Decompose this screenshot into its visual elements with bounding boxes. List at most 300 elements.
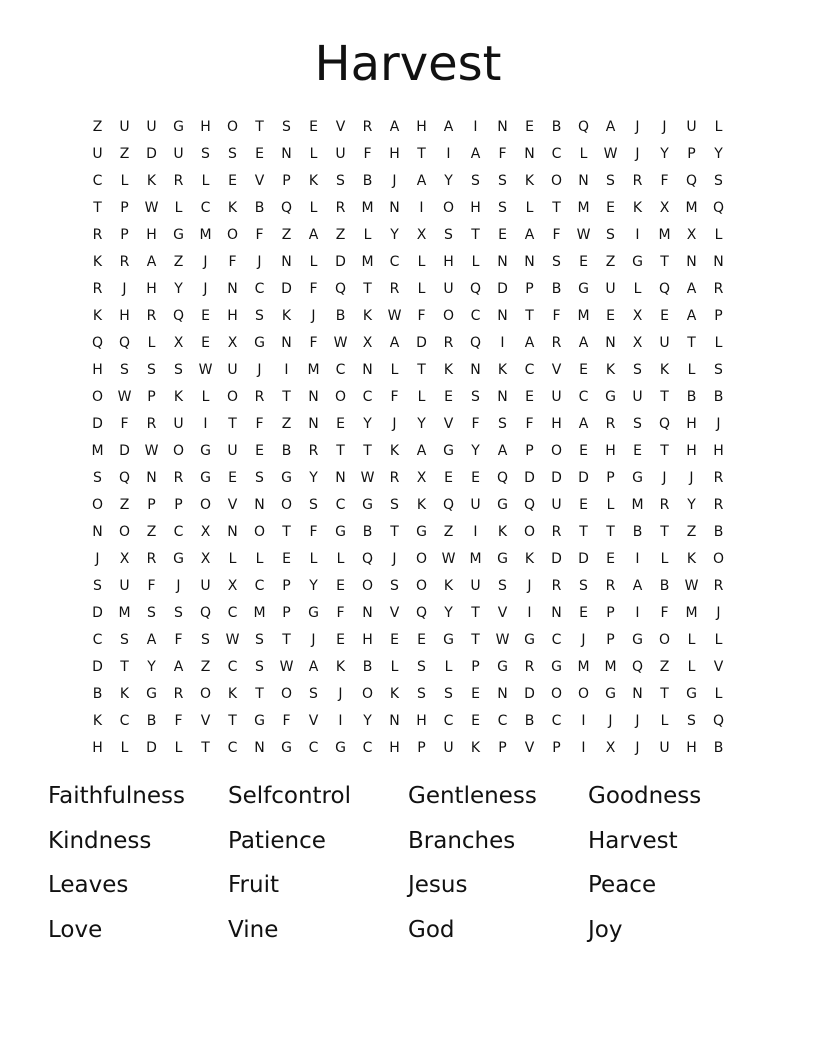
grid-letter: W: [144, 199, 159, 216]
grid-letter: R: [92, 226, 103, 243]
grid-letter: I: [446, 145, 451, 162]
grid-letter: E: [255, 145, 264, 162]
word-faithfulness: Faithfulness: [48, 783, 185, 809]
grid-letter: S: [120, 361, 129, 378]
grid-letter: U: [173, 145, 184, 162]
grid-letter: O: [442, 199, 455, 216]
grid-letter: U: [632, 388, 643, 405]
grid-letter: L: [444, 658, 453, 675]
grid-letter: C: [497, 712, 508, 729]
grid-letter: F: [660, 604, 669, 621]
word-gentleness: Gentleness: [408, 783, 537, 809]
grid-letter: T: [471, 631, 480, 648]
grid-letter: V: [308, 712, 319, 729]
grid-letter: J: [392, 172, 397, 189]
grid-letter: H: [92, 361, 103, 378]
grid-letter: Y: [147, 658, 156, 675]
grid-letter: F: [660, 172, 669, 189]
grid-letter: S: [93, 577, 102, 594]
grid-letter: L: [174, 739, 183, 756]
grid-letter: L: [471, 253, 480, 270]
grid-letter: A: [416, 442, 427, 459]
grid-letter: C: [227, 658, 238, 675]
grid-letter: P: [282, 604, 291, 621]
grid-letter: C: [443, 712, 454, 729]
grid-letter: E: [579, 604, 588, 621]
grid-letter: W: [684, 577, 699, 594]
grid-letter: Z: [605, 253, 616, 270]
grid-letter: A: [632, 577, 643, 594]
grid-letter: R: [713, 280, 724, 297]
grid-letter: G: [308, 604, 319, 621]
grid-letter: P: [282, 577, 291, 594]
grid-letter: D: [335, 253, 346, 270]
grid-letter: R: [173, 685, 184, 702]
grid-letter: E: [633, 442, 642, 459]
grid-letter: O: [226, 388, 239, 405]
grid-letter: X: [632, 334, 643, 351]
grid-letter: L: [120, 739, 129, 756]
grid-letter: G: [200, 442, 211, 459]
grid-letter: B: [362, 658, 373, 675]
grid-letter: R: [443, 334, 454, 351]
grid-letter: Q: [469, 280, 482, 297]
grid-letter: N: [254, 739, 265, 756]
grid-letter: H: [146, 226, 157, 243]
grid-letter: J: [608, 712, 613, 729]
grid-letter: Y: [363, 415, 372, 432]
grid-letter: E: [417, 631, 426, 648]
grid-letter: J: [122, 280, 127, 297]
grid-letter: U: [443, 280, 454, 297]
grid-letter: H: [551, 415, 562, 432]
grid-letter: L: [633, 280, 642, 297]
grid-letter: L: [147, 334, 156, 351]
grid-letter: S: [633, 415, 642, 432]
grid-letter: M: [577, 199, 590, 216]
grid-letter: J: [392, 415, 397, 432]
grid-letter: Q: [658, 280, 671, 297]
grid-letter: G: [281, 469, 292, 486]
grid-letter: C: [362, 388, 373, 405]
grid-letter: E: [201, 307, 210, 324]
grid-letter: L: [390, 361, 399, 378]
grid-letter: T: [579, 523, 588, 540]
grid-letter: N: [335, 469, 346, 486]
grid-letter: Q: [469, 334, 482, 351]
grid-letter: T: [660, 388, 669, 405]
grid-letter: O: [280, 496, 293, 513]
word-joy: Joy: [588, 916, 623, 943]
grid-letter: X: [200, 550, 211, 567]
grid-letter: R: [551, 523, 562, 540]
grid-letter: P: [147, 388, 156, 405]
grid-letter: L: [606, 496, 615, 513]
grid-letter: P: [471, 658, 480, 675]
grid-letter: S: [201, 631, 210, 648]
grid-letter: S: [120, 631, 129, 648]
grid-letter: L: [525, 199, 534, 216]
grid-letter: R: [173, 469, 184, 486]
grid-letter: J: [203, 253, 208, 270]
grid-letter: A: [308, 658, 319, 675]
word-selfcontrol: Selfcontrol: [228, 783, 351, 809]
word-kindness: Kindness: [48, 827, 152, 854]
grid-letter: C: [227, 604, 238, 621]
grid-letter: Q: [91, 334, 104, 351]
grid-letter: Q: [712, 199, 725, 216]
grid-letter: Z: [281, 226, 292, 243]
grid-letter: Q: [361, 550, 374, 567]
grid-letter: K: [92, 712, 103, 729]
grid-letter: E: [579, 496, 588, 513]
grid-letter: F: [174, 631, 183, 648]
grid-letter: K: [686, 550, 697, 567]
grid-letter: I: [338, 712, 343, 729]
grid-letter: Q: [442, 496, 455, 513]
grid-letter: J: [527, 577, 532, 594]
grid-letter: G: [173, 226, 184, 243]
grid-letter: G: [362, 496, 373, 513]
grid-letter: J: [635, 712, 640, 729]
grid-letter: R: [605, 577, 616, 594]
grid-letter: T: [471, 226, 480, 243]
grid-letter: Y: [174, 280, 183, 297]
grid-letter: R: [551, 334, 562, 351]
grid-letter: R: [173, 172, 184, 189]
grid-letter: F: [255, 415, 264, 432]
grid-letter: G: [551, 658, 562, 675]
grid-letter: P: [552, 739, 561, 756]
grid-letter: K: [119, 685, 130, 702]
grid-letter: T: [282, 388, 291, 405]
grid-letter: R: [335, 199, 346, 216]
grid-letter: L: [579, 145, 588, 162]
grid-letter: T: [363, 442, 372, 459]
grid-letter: F: [336, 604, 345, 621]
grid-letter: O: [91, 388, 104, 405]
grid-letter: Z: [686, 523, 697, 540]
grid-letter: E: [282, 550, 291, 567]
grid-letter: K: [92, 253, 103, 270]
grid-letter: T: [363, 280, 372, 297]
grid-letter: N: [470, 361, 481, 378]
grid-letter: L: [660, 712, 669, 729]
grid-letter: G: [173, 550, 184, 567]
grid-letter: L: [120, 172, 129, 189]
grid-letter: N: [578, 172, 589, 189]
grid-letter: K: [362, 307, 373, 324]
grid-letter: T: [228, 415, 237, 432]
grid-letter: G: [146, 685, 157, 702]
grid-letter: U: [119, 118, 130, 135]
grid-letter: K: [335, 658, 346, 675]
grid-letter: O: [226, 226, 239, 243]
grid-letter: T: [93, 199, 102, 216]
grid-letter: N: [281, 145, 292, 162]
grid-letter: J: [689, 469, 694, 486]
grid-letter: D: [524, 469, 535, 486]
grid-letter: K: [497, 523, 508, 540]
grid-letter: M: [361, 253, 374, 270]
grid-letter: V: [389, 604, 400, 621]
grid-letter: H: [200, 118, 211, 135]
grid-letter: F: [363, 145, 372, 162]
grid-letter: S: [498, 199, 507, 216]
grid-letter: G: [173, 118, 184, 135]
grid-letter: E: [660, 307, 669, 324]
grid-letter: N: [497, 685, 508, 702]
grid-letter: W: [441, 550, 456, 567]
grid-letter: O: [658, 631, 671, 648]
grid-letter: Q: [658, 415, 671, 432]
grid-letter: Y: [660, 145, 669, 162]
grid-letter: T: [282, 631, 291, 648]
grid-letter: F: [525, 415, 534, 432]
grid-letter: E: [579, 253, 588, 270]
grid-letter: A: [173, 658, 184, 675]
grid-letter: H: [362, 631, 373, 648]
grid-letter: N: [227, 280, 238, 297]
grid-letter: C: [92, 631, 103, 648]
grid-letter: S: [444, 685, 453, 702]
grid-letter: B: [659, 577, 670, 594]
grid-letter: L: [201, 172, 210, 189]
grid-letter: U: [605, 280, 616, 297]
grid-letter: T: [201, 739, 210, 756]
grid-letter: K: [308, 172, 319, 189]
grid-letter: W: [279, 658, 294, 675]
puzzle-title: Harvest: [314, 36, 502, 92]
grid-letter: I: [284, 361, 289, 378]
word-peace: Peace: [588, 872, 657, 898]
grid-letter: S: [390, 577, 399, 594]
grid-letter: T: [660, 442, 669, 459]
grid-letter: P: [687, 145, 696, 162]
grid-letter: D: [551, 469, 562, 486]
grid-letter: U: [551, 496, 562, 513]
grid-letter: R: [524, 658, 535, 675]
grid-letter: N: [389, 199, 400, 216]
grid-letter: A: [686, 307, 697, 324]
grid-letter: S: [471, 172, 480, 189]
grid-letter: P: [417, 739, 426, 756]
grid-letter: S: [174, 604, 183, 621]
grid-letter: N: [686, 253, 697, 270]
grid-letter: C: [551, 631, 562, 648]
grid-letter: S: [147, 604, 156, 621]
grid-letter: C: [551, 712, 562, 729]
grid-letter: Q: [334, 280, 347, 297]
grid-letter: G: [200, 469, 211, 486]
grid-letter: I: [473, 118, 478, 135]
grid-letter: L: [687, 658, 696, 675]
grid-letter: M: [307, 361, 320, 378]
grid-letter: L: [201, 388, 210, 405]
grid-letter: N: [389, 712, 400, 729]
grid-letter: B: [362, 172, 373, 189]
grid-letter: O: [415, 550, 428, 567]
grid-letter: N: [497, 307, 508, 324]
grid-letter: G: [605, 388, 616, 405]
grid-letter: G: [416, 523, 427, 540]
grid-letter: U: [227, 442, 238, 459]
grid-letter: D: [416, 334, 427, 351]
word-patience: Patience: [228, 827, 326, 854]
grid-letter: U: [659, 334, 670, 351]
grid-letter: B: [713, 739, 724, 756]
grid-letter: T: [660, 523, 669, 540]
grid-letter: F: [228, 253, 237, 270]
grid-letter: J: [635, 118, 640, 135]
grid-letter: T: [255, 685, 264, 702]
grid-letter: A: [389, 118, 400, 135]
grid-letter: N: [281, 334, 292, 351]
grid-letter: R: [389, 469, 400, 486]
grid-letter: H: [713, 442, 724, 459]
grid-letter: A: [605, 118, 616, 135]
grid-letter: G: [335, 739, 346, 756]
grid-letter: E: [309, 118, 318, 135]
grid-letter: L: [390, 658, 399, 675]
grid-letter: N: [605, 334, 616, 351]
grid-letter: O: [334, 388, 347, 405]
grid-letter: W: [225, 631, 240, 648]
grid-letter: V: [200, 712, 211, 729]
grid-letter: S: [282, 118, 291, 135]
grid-letter: W: [387, 307, 402, 324]
word-love: Love: [48, 916, 103, 943]
grid-letter: B: [713, 388, 724, 405]
grid-letter: N: [497, 118, 508, 135]
grid-letter: L: [228, 550, 237, 567]
grid-letter: H: [389, 739, 400, 756]
grid-letter: J: [635, 739, 640, 756]
grid-letter: X: [659, 199, 670, 216]
grid-letter: K: [470, 739, 481, 756]
grid-letter: F: [498, 145, 507, 162]
grid-letter: R: [605, 415, 616, 432]
grid-letter: S: [93, 469, 102, 486]
grid-letter: O: [550, 172, 563, 189]
grid-letter: F: [120, 415, 129, 432]
grid-letter: K: [389, 685, 400, 702]
grid-letter: L: [255, 550, 264, 567]
grid-letter: L: [660, 550, 669, 567]
grid-letter: P: [147, 496, 156, 513]
grid-letter: R: [308, 442, 319, 459]
grid-letter: N: [146, 469, 157, 486]
grid-letter: S: [606, 226, 615, 243]
grid-letter: Q: [685, 172, 698, 189]
grid-letter: M: [253, 604, 266, 621]
grid-letter: A: [146, 253, 157, 270]
grid-letter: Z: [335, 226, 346, 243]
grid-letter: S: [174, 361, 183, 378]
grid-letter: F: [309, 334, 318, 351]
grid-letter: H: [92, 739, 103, 756]
grid-letter: J: [257, 253, 262, 270]
grid-letter: D: [146, 739, 157, 756]
grid-letter: W: [360, 469, 375, 486]
grid-letter: M: [577, 658, 590, 675]
grid-letter: L: [714, 631, 723, 648]
grid-letter: R: [146, 415, 157, 432]
grid-letter: S: [444, 226, 453, 243]
grid-letter: L: [687, 361, 696, 378]
grid-letter: X: [416, 226, 427, 243]
grid-letter: U: [551, 388, 562, 405]
grid-letter: C: [227, 739, 238, 756]
grid-letter: S: [336, 172, 345, 189]
grid-letter: A: [686, 280, 697, 297]
grid-letter: E: [255, 442, 264, 459]
grid-letter: F: [552, 307, 561, 324]
grid-letter: S: [228, 145, 237, 162]
grid-letter: E: [471, 469, 480, 486]
grid-letter: T: [120, 658, 129, 675]
grid-letter: Z: [173, 253, 184, 270]
word-goodness: Goodness: [588, 783, 702, 809]
grid-letter: X: [416, 469, 427, 486]
grid-letter: H: [686, 415, 697, 432]
grid-letter: Z: [92, 118, 103, 135]
grid-letter: H: [416, 118, 427, 135]
grid-letter: P: [606, 631, 615, 648]
grid-letter: H: [146, 280, 157, 297]
grid-letter: O: [226, 118, 239, 135]
grid-letter: E: [336, 631, 345, 648]
grid-letter: D: [119, 442, 130, 459]
grid-letter: E: [525, 118, 534, 135]
grid-letter: B: [524, 712, 535, 729]
grid-letter: O: [577, 685, 590, 702]
grid-letter: K: [227, 685, 238, 702]
grid-letter: B: [335, 307, 346, 324]
grid-letter: G: [497, 496, 508, 513]
grid-letter: A: [146, 631, 157, 648]
grid-letter: B: [551, 280, 562, 297]
grid-letter: C: [524, 361, 535, 378]
grid-letter: G: [632, 253, 643, 270]
grid-letter: T: [471, 604, 480, 621]
grid-letter: N: [227, 523, 238, 540]
grid-letter: L: [714, 118, 723, 135]
grid-letter: U: [686, 118, 697, 135]
grid-letter: N: [524, 253, 535, 270]
grid-letter: R: [119, 253, 130, 270]
grid-letter: X: [200, 523, 211, 540]
grid-letter: O: [118, 523, 131, 540]
grid-letter: G: [605, 685, 616, 702]
grid-letter: H: [605, 442, 616, 459]
grid-letter: O: [172, 442, 185, 459]
grid-letter: E: [525, 388, 534, 405]
grid-letter: F: [282, 712, 291, 729]
grid-letter: S: [255, 658, 264, 675]
grid-letter: G: [335, 523, 346, 540]
grid-letter: B: [281, 442, 292, 459]
grid-letter: N: [632, 685, 643, 702]
grid-letter: A: [524, 334, 535, 351]
grid-letter: P: [282, 172, 291, 189]
grid-letter: T: [525, 307, 534, 324]
grid-letter: S: [606, 172, 615, 189]
grid-letter: E: [606, 199, 615, 216]
grid-letter: K: [227, 199, 238, 216]
grid-letter: E: [579, 361, 588, 378]
grid-letter: I: [500, 334, 505, 351]
